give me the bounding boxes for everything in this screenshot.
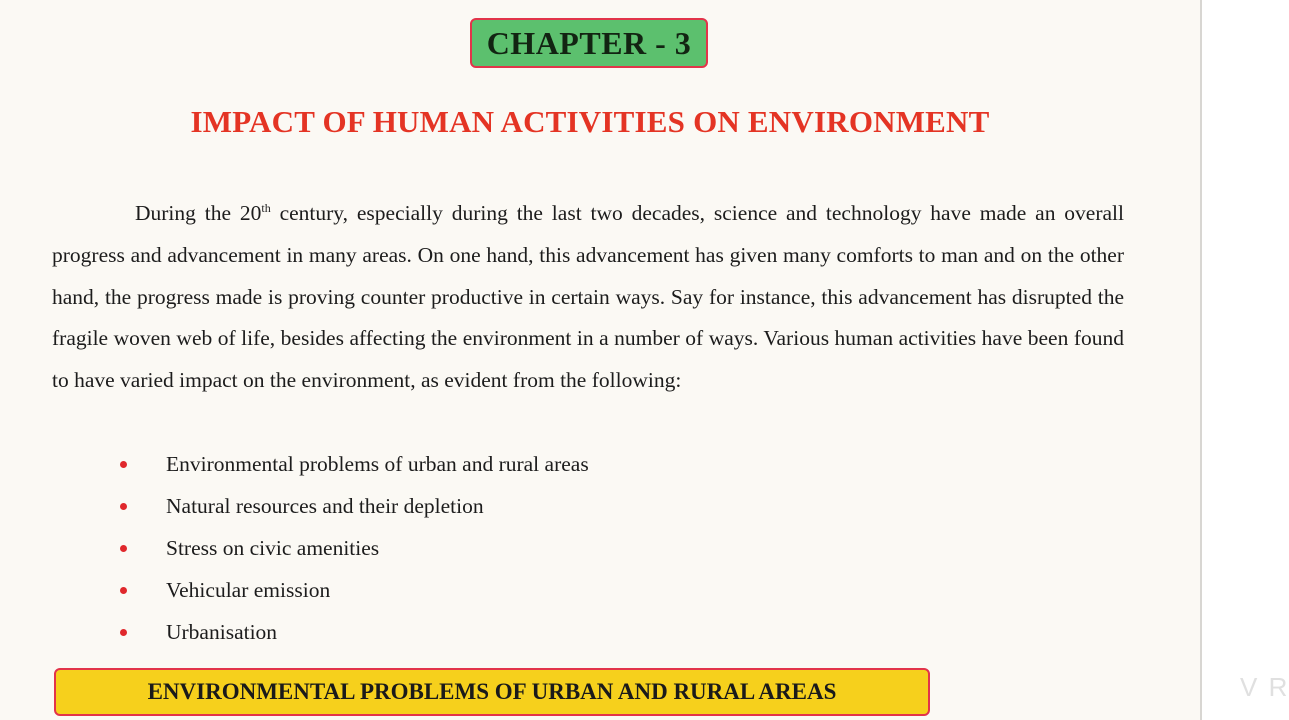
- section-heading-bar: [54, 668, 930, 716]
- chapter-title: IMPACT OF HUMAN ACTIVITIES ON ENVIRONMENT: [190, 104, 990, 139]
- list-item-text: Environmental problems of urban and rural areas: [166, 452, 589, 477]
- ordinal-superscript: th: [261, 201, 271, 215]
- bullet-icon: [120, 503, 127, 510]
- chapter-badge: [470, 18, 708, 68]
- impact-list: [118, 444, 589, 653]
- bullet-icon: [120, 629, 127, 636]
- list-item: [118, 444, 589, 486]
- chapter-label: CHAPTER - 3: [486, 24, 692, 61]
- list-item-text: Urbanisation: [166, 619, 278, 644]
- section-heading: ENVIRONMENTAL PROBLEMS OF URBAN AND RURAL AREAS: [147, 679, 837, 704]
- bullet-icon: [120, 545, 127, 552]
- intro-text-start: During the 20: [135, 201, 262, 225]
- list-item-text: Vehicular emission: [166, 577, 331, 602]
- list-item: [118, 611, 589, 653]
- intro-paragraph: [52, 193, 1124, 402]
- bullet-icon: [120, 587, 127, 594]
- list-item: [118, 528, 589, 570]
- watermark: V R: [1240, 672, 1289, 702]
- intro-text-rest: century, especially during the last two decades, science and technology have made an overall progress and advancement in many areas. On one hand, this advancement has given many comforts to man and on the other hand, the progress made is proving counter productive in certain ways. Say for instance, this advancement has disrupted the fragile woven web of life, besides affecting the environment in a number of ways. Various human activities have been found to have varied impact on the environment, as evident from the following:: [52, 201, 1124, 393]
- list-item: [118, 486, 589, 528]
- right-margin: [1200, 0, 1280, 720]
- list-item-text: Natural resources and their depletion: [166, 494, 484, 519]
- bullet-icon: [120, 461, 127, 468]
- list-item: [118, 569, 589, 611]
- list-item-text: Stress on civic amenities: [166, 535, 380, 560]
